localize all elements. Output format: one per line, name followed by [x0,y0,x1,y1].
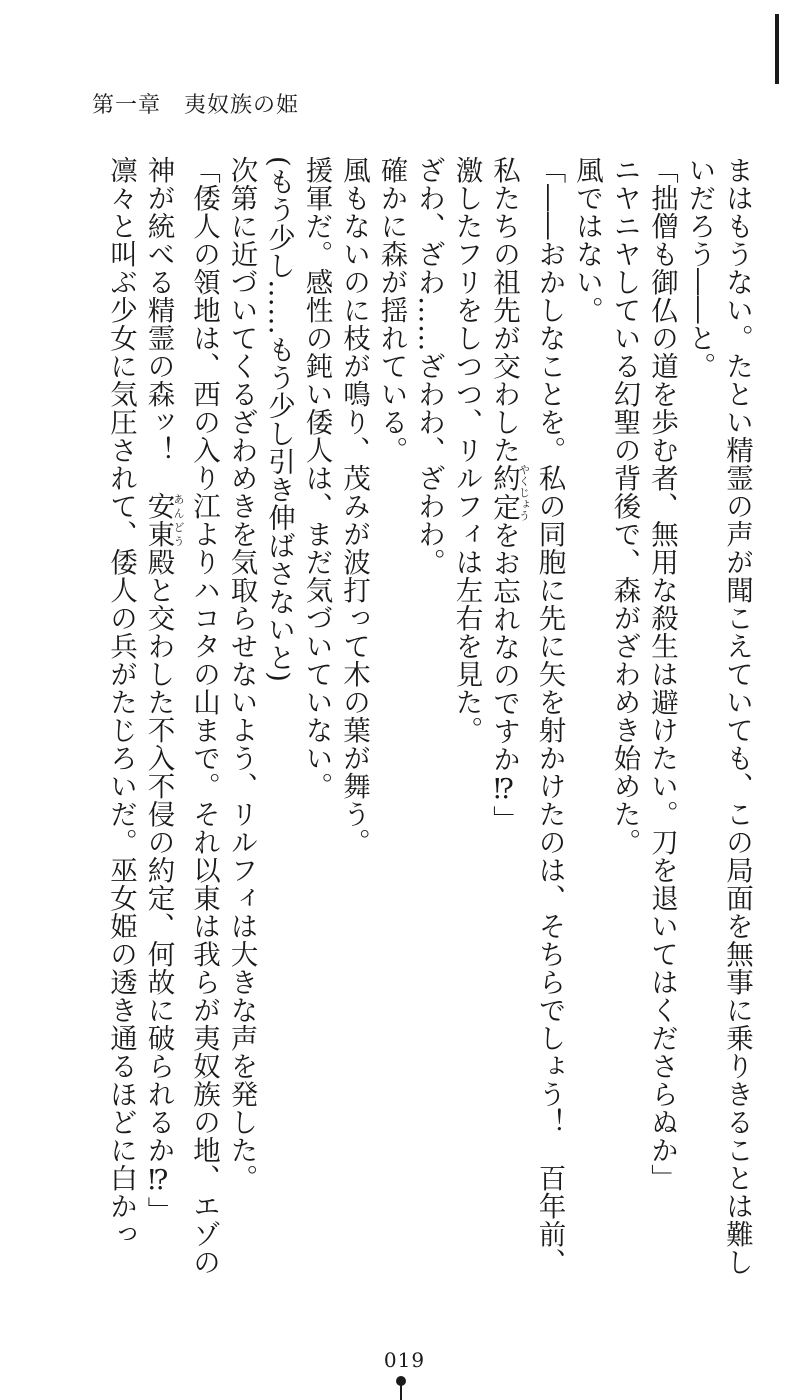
text-line: 「倭人の領地は、西の入り江よりハコタの山まで。それ以東は我らが夷奴族の地、エゾの [188,156,220,1276]
text-line: 風ではない。 [571,156,603,324]
text-line: ざわ、ざわ……ざわわ、ざわわ。 [413,156,445,576]
chapter-title: 夷奴族の姫 [184,93,300,118]
text-line: ニヤニヤしている幻聖の背後で、森がざわめき始めた。 [608,156,641,856]
text-line [139,156,185,1296]
page-number: 019 [383,1348,426,1372]
chapter-number: 第一章 [92,93,162,118]
text-line: 確かに森が揺れている。 [375,156,408,464]
ruby-word [488,463,531,522]
page-stem-ornament [400,1384,402,1400]
vertical-body-text [55,156,755,1296]
text-line: 次第に近づいてくるざわめきを気取らせないよう、リルフィは大きな声を発した。 [225,156,258,1192]
text-line: (もう少し……もう少し引き伸ばさないと) [263,156,295,683]
text-line: 「――おかしなことを。私の同胞に先に矢を射かけたのは、そちらでしょう！ 百年前、 [533,156,566,1276]
text-segment: 神が統べる精霊の森ッ！ [142,156,175,492]
ruby-reading: やくじょう [517,463,531,522]
text-segment: 私たちの祖先が交わした [488,156,520,464]
text-line: 風もないのに枝が鳴り、茂みが波打って木の葉が舞う。 [338,156,370,856]
page-edge-mark [775,14,779,84]
text-line: いだろう――と。 [683,156,716,380]
ruby-base: 安東 [142,492,175,548]
text-line: 凛々と叫ぶ少女に気圧されて、倭人の兵がたじろいだ。巫女姫の透き通るほどに白かっ [105,156,137,1248]
ruby-base: 約定 [488,463,520,522]
ruby-reading: あんどう [172,492,185,548]
text-segment: 殿と交わした不入不侵の約定、何故に破られるか⁉」 [142,548,175,1225]
text-line [485,156,531,1296]
text-line: 「拙僧も御仏の道を歩む者、無用な殺生は避けたい。刀を退いてはくださらぬか」 [646,156,678,1192]
text-segment: をお忘れなのですか⁉」 [488,520,520,834]
running-header [92,88,299,119]
text-line: 激したフリをしつつ、リルフィは左右を見た。 [450,156,483,744]
text-line: 援軍だ。感性の鈍い倭人は、まだ気づいていない。 [300,156,333,800]
ruby-word [142,492,185,548]
text-line: まはもうない。たとい精霊の声が聞こえていても、この局面を無事に乗りきることは難し [721,156,753,1276]
